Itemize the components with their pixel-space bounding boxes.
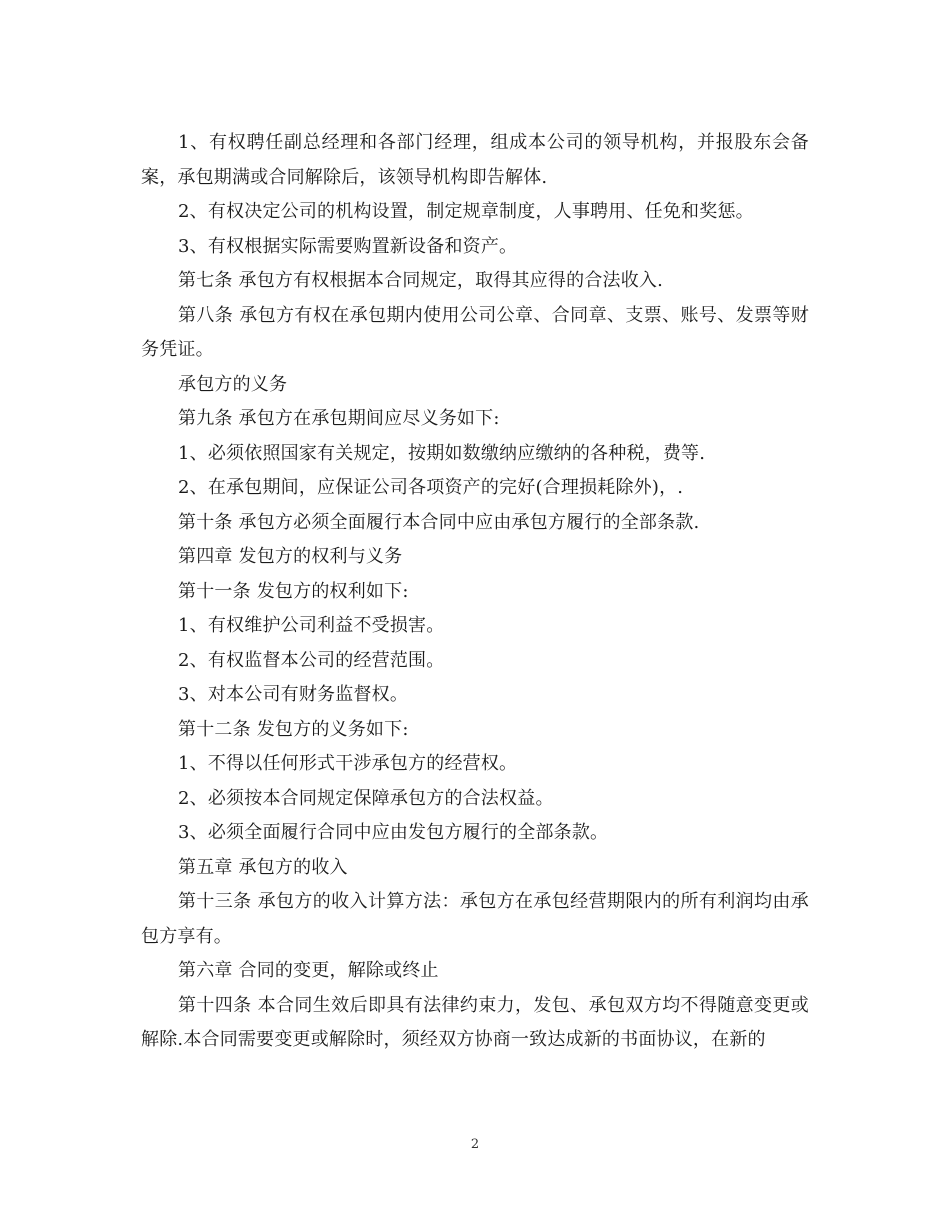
paragraph-17: 1、不得以任何形式干涉承包方的经营权。 bbox=[178, 753, 518, 774]
section-heading: 承包方的义务 bbox=[178, 373, 288, 395]
paragraph-7: 第九条 承包方在承包期间应尽义务如下: bbox=[178, 408, 500, 429]
chapter-heading: 第六章 合同的变更，解除或终止 bbox=[178, 960, 439, 981]
document-body bbox=[141, 126, 809, 1058]
chapter-heading: 第四章 发包方的权利与义务 bbox=[178, 546, 403, 567]
paragraph-5: 第八条 承包方有权在承包期内使用公司公章、合同章、支票、账号、发票等财务凭证。 bbox=[141, 304, 809, 360]
paragraph-4: 第七条 承包方有权根据本合同规定，取得其应得的合法收入. bbox=[178, 270, 664, 291]
paragraph-21: 第十三条 承包方的收入计算方法：承包方在承包经营期限内的所有利润均由承包方享有。 bbox=[141, 891, 809, 947]
paragraph-3: 3、有权根据实际需要购置新设备和资产。 bbox=[178, 235, 518, 257]
paragraph-15: 3、对本公司有财务监督权。 bbox=[178, 684, 409, 705]
paragraph-14: 2、有权监督本公司的经营范围。 bbox=[178, 649, 445, 671]
page-number: 2 bbox=[470, 1137, 480, 1152]
paragraph-16: 第十二条 发包方的义务如下: bbox=[178, 718, 409, 740]
paragraph-2: 2、有权决定公司的机构设置，制定规章制度，人事聘用、任免和奖惩。 bbox=[178, 201, 754, 222]
paragraph-19: 3、必须全面履行合同中应由发包方履行的全部条款。 bbox=[178, 822, 609, 843]
paragraph-9: 2、在承包期间，应保证公司各项资产的完好(合理损耗除外)，. bbox=[178, 477, 684, 498]
paragraph-12: 第十一条 发包方的权利如下: bbox=[178, 580, 409, 602]
paragraph-8: 1、必须依照国家有关规定，按期如数缴纳应缴纳的各种税，费等. bbox=[178, 442, 706, 464]
paragraph-13: 1、有权维护公司利益不受损害。 bbox=[178, 615, 445, 636]
paragraph-18: 2、必须按本合同规定保障承包方的合法权益。 bbox=[178, 787, 554, 809]
paragraph-23: 第十四条 本合同生效后即具有法律约束力，发包、承包双方均不得随意变更或解除.本合同需要变更或解除时，须经双方协商一致达成新的书面协议，在新的 bbox=[141, 994, 809, 1050]
paragraph-10: 第十条 承包方必须全面履行本合同中应由承包方履行的全部条款. bbox=[178, 511, 700, 533]
chapter-heading: 第五章 承包方的收入 bbox=[178, 856, 348, 878]
paragraph-1: 1、有权聘任副总经理和各部门经理，组成本公司的领导机构，并报股东会备案，承包期满或合同解除后，该领导机构即告解体. bbox=[141, 132, 809, 188]
